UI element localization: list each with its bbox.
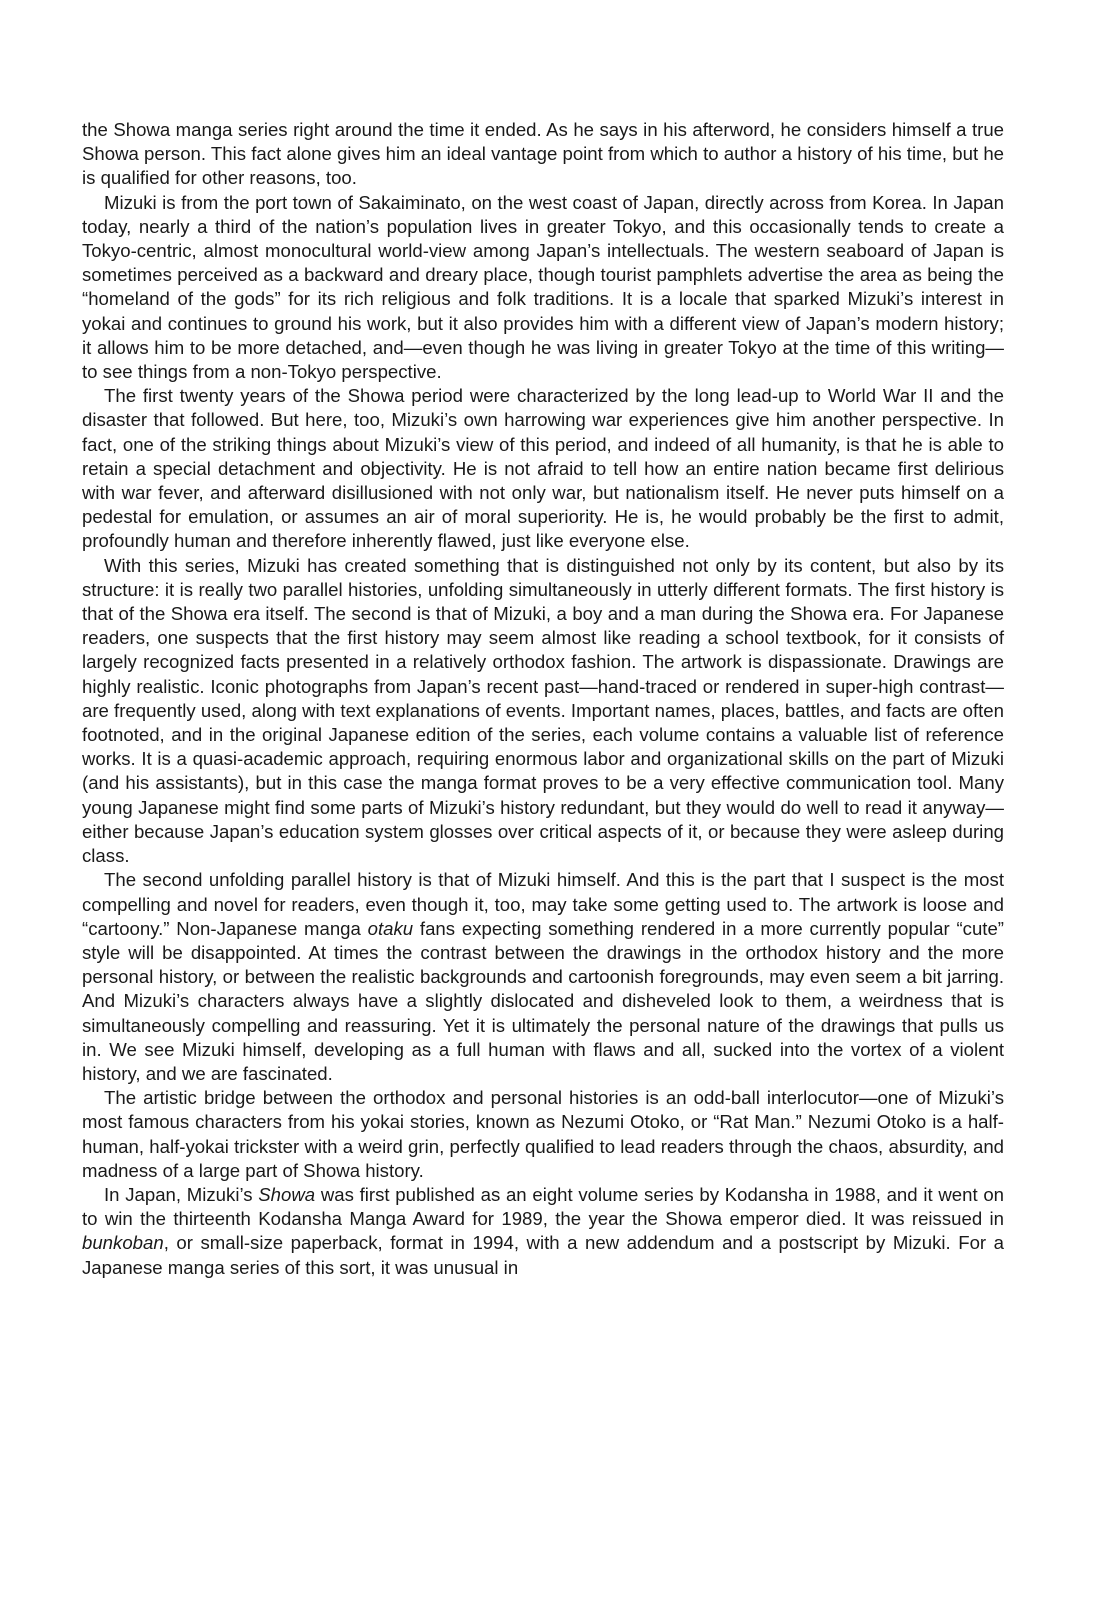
- paragraph-7-text-a: In Japan, Mizuki’s: [104, 1183, 259, 1205]
- paragraph-1: [82, 118, 1004, 191]
- paragraph-6-text: The artistic bridge between the orthodox and personal histories is an odd-ball interlocutor—one of Mizuki’s most famous characters from his yokai stories, known as Nezumi Otoko, or “Rat Man.” Nezumi Otoko is a half-human, half-yokai trickster with a weird grin, perfectly qualified to lead readers through the chaos, absurdity, and madness of a large part of Showa history.: [82, 1087, 1004, 1181]
- paragraph-2: [82, 191, 1004, 385]
- paragraph-7-italic-showa: Showa: [258, 1183, 316, 1205]
- paragraph-5-text-a: The second unfolding parallel history is that of Mizuki himself. And this is the part that I suspect is the most compelling and novel for readers, even though it, too, may take some getting used to. The artwork is loose and “cartoony.” Non-Japanese manga: [82, 869, 1004, 939]
- paragraph-6: [82, 1086, 1004, 1183]
- paragraph-1-text: the Showa manga series right around the time it ended. As he says in his afterword, he considers himself a true Showa person. This fact alone gives him an ideal vantage point from which to author a history of his time, but he is qualified for other reasons, too.: [82, 119, 1004, 189]
- paragraph-4: [82, 554, 1004, 869]
- paragraph-5: [82, 868, 1004, 1086]
- paragraph-3-text: The first twenty years of the Showa period were characterized by the long lead-up to World War II and the disaster that followed. But here, too, Mizuki’s own harrowing war experiences give him another perspective. In fact, one of the striking things about Mizuki’s view of this period, and indeed of all humanity, is that he is able to retain a special detachment and objectivity. He is not afraid to tell how an entire nation became first delirious with war fever, and afterward disillusioned with not only war, but nationalism itself. He never puts himself on a pedestal for emulation, or assumes an air of moral superiority. He is, he would probably be the first to admit, profoundly human and therefore inherently flawed, just like everyone else.: [82, 385, 1004, 552]
- paragraph-5-italic-otaku: otaku: [367, 917, 414, 939]
- paragraph-7-text-b: was first published as an eight volume series by Kodansha in 1988, and it went on to win the thirteenth Kodansha Manga Award for 1989, the year the Showa emperor died. It was reissued in: [82, 1183, 1005, 1230]
- paragraph-4-text: With this series, Mizuki has created something that is distinguished not only by its content, but also by its structure: it is really two parallel histories, unfolding simultaneously in utterly different formats. The first history is that of the Showa era itself. The second is that of Mizuki, a boy and a man during the Showa era. For Japanese readers, one suspects that the first history may seem almost like reading a school textbook, for it consists of largely recognized facts presented in a relatively orthodox fashion. The artwork is dispassionate. Drawings are highly realistic. Iconic photographs from Japan’s recent past—hand-traced or rendered in super-high contrast—are frequently used, along with text explanations of events. Important names, places, battles, and facts are often footnoted, and in the original Japanese edition of the series, each volume contains a valuable list of reference works. It is a quasi-academic approach, requiring enormous labor and organizational skills on the part of Mizuki (and his assistants), but in this case the manga format proves to be a very effective communication tool. Many young Japanese might find some parts of Mizuki’s history redundant, but they would do well to read it anyway—either because Japan’s education system glosses over critical aspects of it, or because they were asleep during class.: [82, 554, 1004, 867]
- paragraph-7: [82, 1183, 1004, 1280]
- paragraph-2-text: Mizuki is from the port town of Sakaiminato, on the west coast of Japan, directly across from Korea. In Japan today, nearly a third of the nation’s population lives in greater Tokyo, and this occasionally tends to create a Tokyo-centric, almost monocultural world-view among Japan’s intellectuals. The western seaboard of Japan is sometimes perceived as a backward and dreary place, though tourist pamphlets advertise the area as being the “homeland of the gods” for its rich religious and folk traditions. It is a locale that sparked Mizuki’s interest in yokai and continues to ground his work, but it also provides him with a different view of Japan’s modern history; it allows him to be more detached, and—even though he was living in greater Tokyo at the time of this writing—to see things from a non-Tokyo perspective.: [82, 191, 1004, 383]
- paragraph-5-text-b: fans expecting something rendered in a more currently popular “cute” style will be disappointed. At times the contrast between the drawings in the orthodox history and the more personal history, or between the realistic backgrounds and cartoonish foregrounds, may even seem a bit jarring. And Mizuki’s characters always have a slightly dislocated and disheveled look to them, a weirdness that is simultaneously compelling and reassuring. Yet it is ultimately the personal nature of the drawings that pulls us in. We see Mizuki himself, developing as a full human with flaws and all, sucked into the vortex of a violent history, and we are fascinated.: [82, 917, 1004, 1084]
- paragraph-7-italic-bunkoban: bunkoban: [82, 1232, 164, 1254]
- paragraph-3: [82, 384, 1004, 553]
- document-page: [82, 118, 1004, 1280]
- paragraph-7-text-c: , or small-size paperback, format in 1994, with a new addendum and a postscript by Mizuki. For a Japanese manga series of this sort, it was unusual in: [82, 1232, 1004, 1278]
